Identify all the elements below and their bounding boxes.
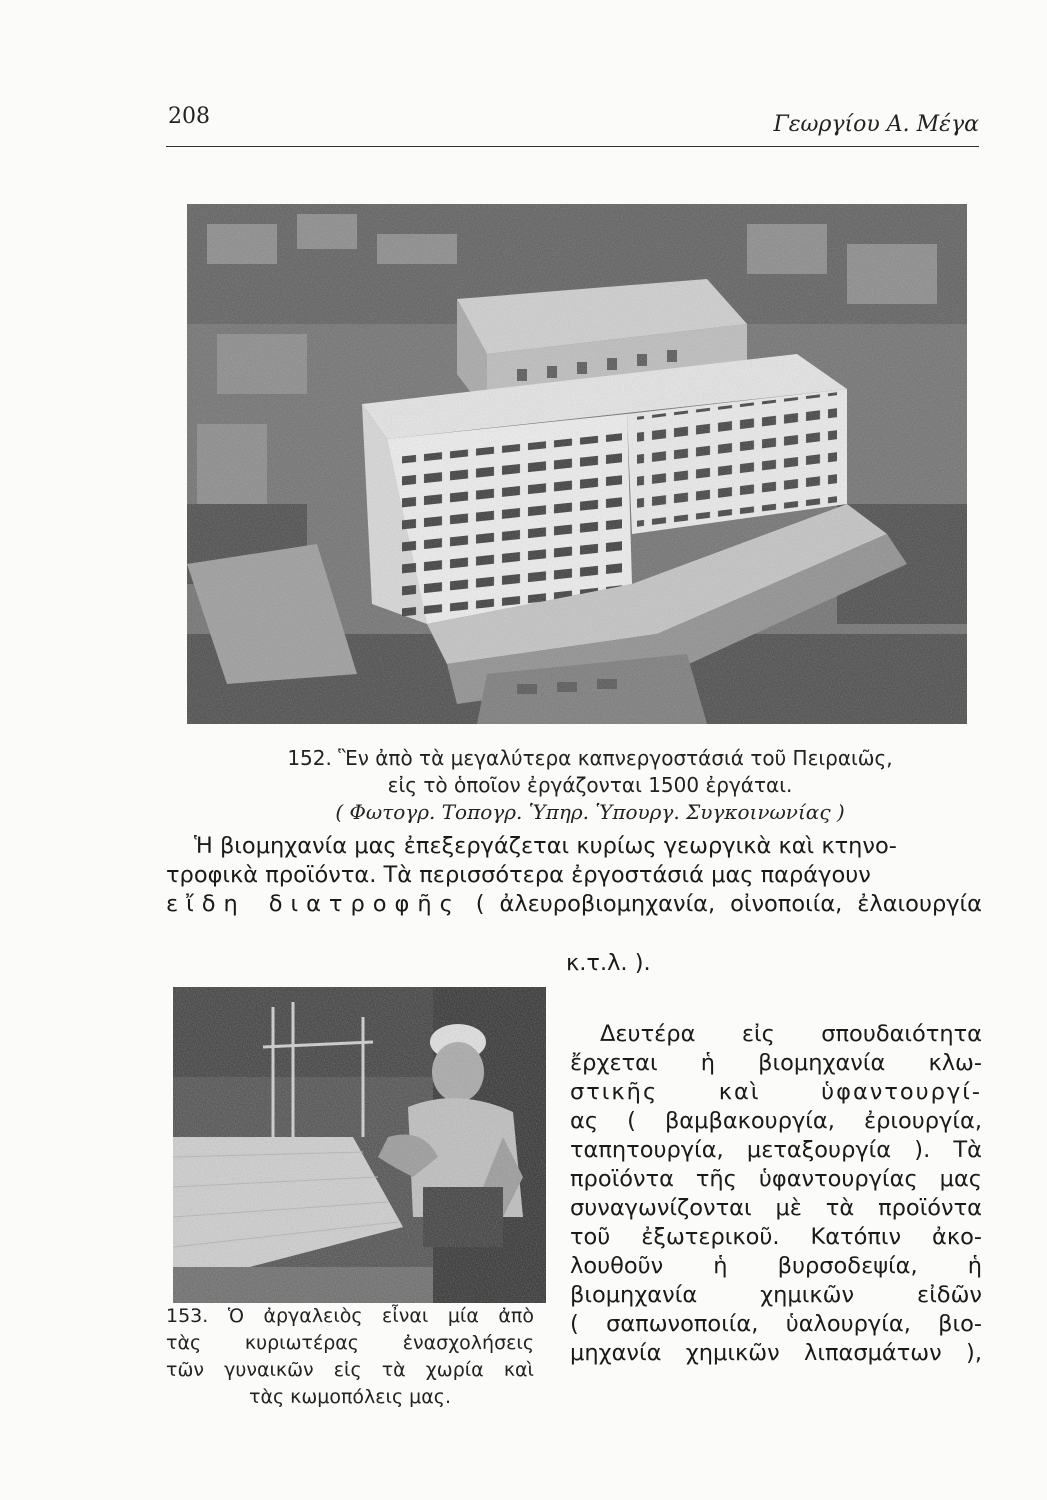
caption-line: 152. Ἓν ἀπὸ τὰ μεγαλύτερα καπνεργοστάσιά τοῦ Πειραιῶς, — [287, 746, 893, 770]
figure-153-caption — [166, 1303, 534, 1411]
text-line: τοῦ ἐξωτερικοῦ. Κατόπιν ἀκο- — [570, 1224, 982, 1250]
caption-line: τὰς κωμοπόλεις μας. — [249, 1386, 451, 1408]
text-line: ας ( βαμβακουργία, ἐριουργία, — [570, 1108, 982, 1134]
paragraph-textiles — [570, 1020, 982, 1368]
figure-152-caption — [160, 745, 1020, 826]
text-line: ἔρχεται ἡ βιομηχανία κλω- — [570, 1050, 982, 1076]
text-fragment: ( ἀλευροβιομηχανία, οἰνοποιία, ἐλαιουργία — [475, 891, 983, 917]
text-line — [166, 890, 982, 919]
caption-line: τῶν γυναικῶν εἰς τὰ χωρία καὶ — [166, 1359, 534, 1381]
text-line: Δευτέρα εἰς σπουδαιότητα — [600, 1021, 982, 1047]
page-header — [166, 100, 979, 147]
text-line: ταπητουργία, μεταξουργία ). Τὰ — [570, 1137, 982, 1163]
caption-line: εἰς τὸ ὁποῖον ἐργάζονται 1500 ἐργάται. — [387, 773, 793, 797]
text-line: λουθοῦν ἡ βυρσοδεψία, ἡ — [570, 1253, 982, 1279]
text-line: τροφικὰ προϊόντα. Τὰ περισσότερα ἐργοστάσιά μας παράγουν — [166, 862, 871, 888]
spaced-emphasis: εἴδη διατροφῆς — [166, 891, 461, 917]
text-line: στικῆς καὶ ὑφαντουργί- — [570, 1079, 982, 1105]
text-line: βιομηχανία χημικῶν εἰδῶν — [570, 1282, 982, 1308]
text-line: ( σαπωνοποιία, ὑαλουργία, βιο- — [570, 1311, 982, 1337]
text-line: μηχανία χημικῶν λιπασμάτων ), — [570, 1340, 982, 1366]
text-line: κ.τ.λ. ). — [566, 950, 651, 976]
caption-line: 153. Ὁ ἀργαλειὸς εἶναι μία ἀπὸ — [166, 1305, 534, 1327]
paragraph-industry — [166, 832, 982, 919]
page-number: 208 — [168, 104, 210, 129]
text-line: Ἡ βιομηχανία μας ἐπεξεργάζεται κυρίως γεωργικὰ καὶ κτηνο- — [194, 833, 897, 859]
loom-weaver-photo — [173, 987, 546, 1303]
photo-credit: ( Φωτογρ. Τοπογρ. Ὑπηρ. Ὑπουργ. Συγκοινωνίας ) — [335, 800, 845, 824]
text-line: συναγωνίζονται μὲ τὰ προϊόντα — [570, 1195, 982, 1221]
caption-line: τὰς κυριωτέρας ἐνασχολήσεις — [166, 1332, 534, 1354]
factory-aerial-photo — [187, 204, 967, 724]
running-head: Γεωργίου Α. Μέγα — [773, 112, 979, 137]
text-line: προϊόντα τῆς ὑφαντουργίας μας — [570, 1166, 982, 1192]
